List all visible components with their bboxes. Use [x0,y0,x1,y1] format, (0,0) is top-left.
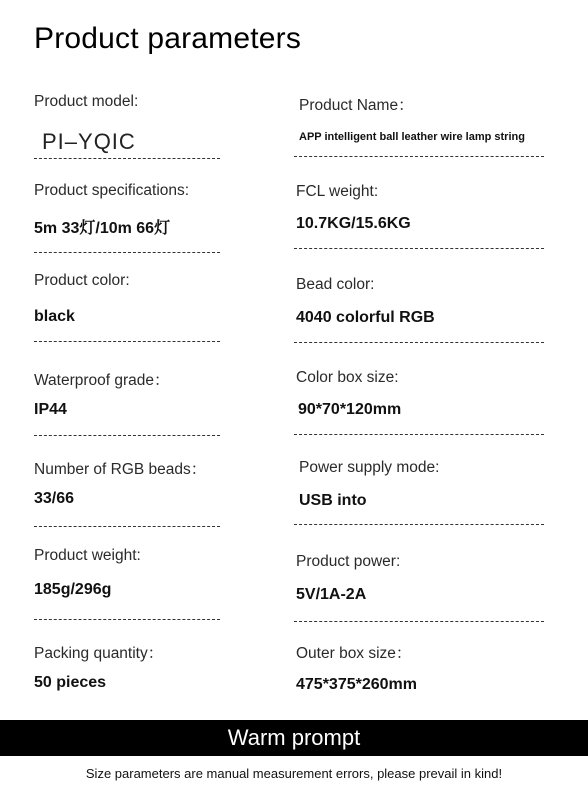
value-product-color: black [34,308,75,325]
warm-prompt-banner: Warm prompt [0,720,588,756]
value-waterproof-grade: IP44 [34,401,67,418]
label-power-supply-mode: Power supply mode: [299,459,440,476]
divider [34,158,220,159]
divider [294,248,544,249]
page-title: Product parameters [34,22,302,55]
label-waterproof-grade: Waterproof grade： [34,372,170,389]
divider [294,156,544,157]
divider [294,434,544,435]
value-product-model: PI–YQIC [42,129,136,154]
divider [34,341,220,342]
label-product-color: Product color: [34,272,130,289]
value-color-box-size: 90*70*120mm [298,401,402,418]
value-fcl-weight: 10.7KG/15.6KG [296,215,411,232]
value-product-power: 5V/1A-2A [296,586,367,603]
value-outer-box-size: 475*375*260mm [296,676,417,693]
label-product-power: Product power: [296,553,401,570]
label-bead-color: Bead color: [296,276,375,293]
divider [34,252,220,253]
label-fcl-weight: FCL weight: [296,183,379,200]
divider [294,524,544,525]
label-outer-box-size: Outer box size： [296,645,412,662]
value-product-name: APP intelligent ball leather wire lamp string [299,131,525,143]
divider [34,435,220,436]
divider [34,619,220,620]
label-product-model: Product model: [34,93,139,110]
divider [34,526,220,527]
label-product-specifications: Product specifications: [34,182,190,199]
value-product-specifications: 5m 33灯/10m 66灯 [34,220,171,237]
label-product-weight: Product weight: [34,547,141,564]
label-color-box-size: Color box size: [296,369,399,386]
disclaimer-note: Size parameters are manual measurement errors, please prevail in kind! [85,766,503,781]
value-power-supply-mode: USB into [299,492,367,509]
divider [294,621,544,622]
divider [294,342,544,343]
label-packing-quantity: Packing quantity： [34,645,164,662]
value-packing-quantity: 50 pieces [34,674,107,691]
label-product-name: Product Name： [299,97,414,114]
value-product-weight: 185g/296g [34,581,112,598]
value-number-of-rgb-beads: 33/66 [34,490,75,507]
value-bead-color: 4040 colorful RGB [296,309,435,326]
label-number-of-rgb-beads: Number of RGB beads： [34,461,207,478]
